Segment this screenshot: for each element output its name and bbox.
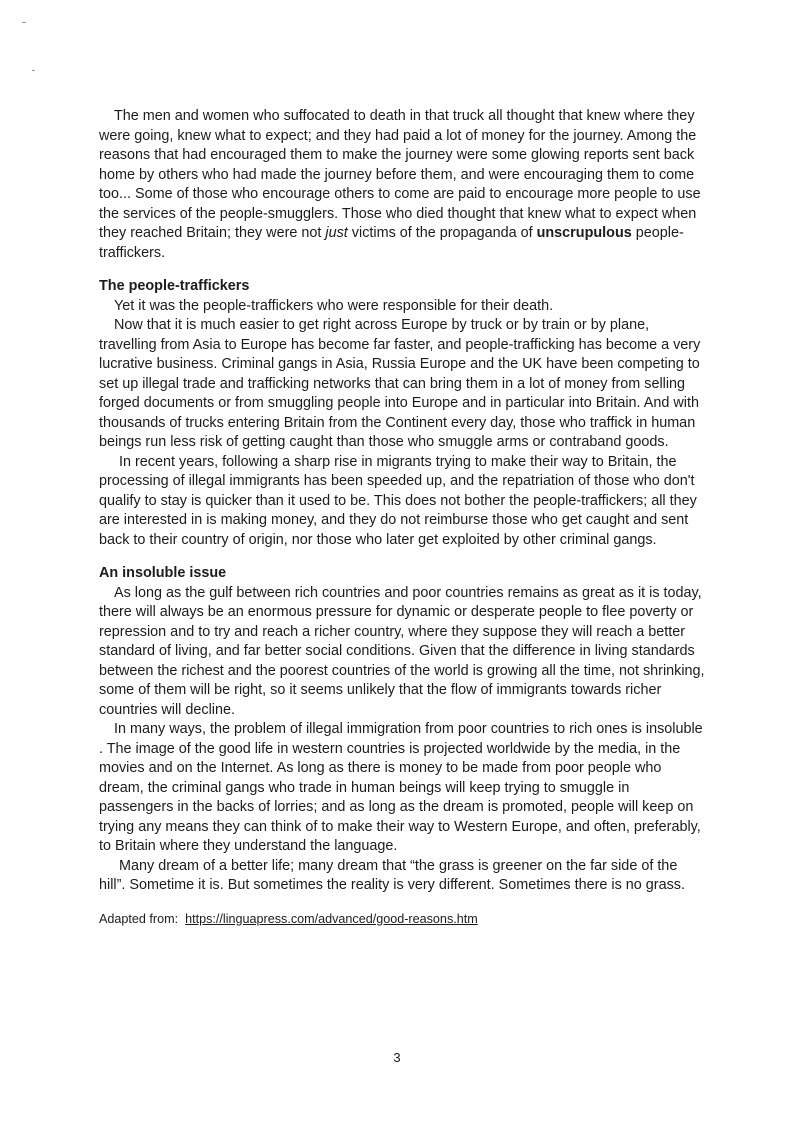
intro-text: victims of the propaganda of xyxy=(347,225,537,241)
paragraph: As long as the gulf between rich countries and poor countries remains as great as it is today, there will always be an enormous pressure for dynamic or desperate people to flee poverty or repression and to try and reach a richer country, where they suppose they will reach a better standard of living, and far better social conditions. Given that the difference in living standards between the richest and the poorest countries of the world is growing all the time, not shrinking, some of them will be right, so it seems unlikely that the flow of immigrants towards richer countries will decline. xyxy=(99,584,705,718)
bold-text: unscrupulous xyxy=(536,225,632,241)
section-heading: The people-traffickers xyxy=(99,278,250,294)
source-attribution xyxy=(99,910,705,928)
intro-paragraph xyxy=(99,107,705,263)
paragraph: In many ways, the problem of illegal immigration from poor countries to rich ones is insoluble . The image of the good life in western countries is projected worldwide by the media, in the movies and on the Internet. As long as there is money to be made from poor people who dream, the criminal gangs who trade in human beings will keep trying to smuggle in passengers in the backs of lorries; and as long as the dream is promoted, people will keep on trying any means they can think of to make their way to Western Europe, and often, preferably, to Britain where they understand the language. xyxy=(99,721,703,854)
page-number: 3 xyxy=(393,1050,401,1065)
source-label: Adapted from: xyxy=(99,911,179,926)
scan-mark xyxy=(32,70,35,71)
paragraph: Yet it was the people-traffickers who were responsible for their death. xyxy=(114,297,554,314)
article-body xyxy=(99,107,705,928)
paragraph: Now that it is much easier to get right across Europe by truck or by train or by plane, travelling from Asia to Europe has become far faster, and people-trafficking has become a very lucrative business. Criminal gangs in Asia, Russia Europe and the UK have been competing to set up illegal trade and trafficking networks that can bring them in a lot of money from selling forged documents or from smuggling people into Europe and in particular into Britain. And with thousands of trucks entering Britain from the Continent every day, those who traffick in human beings run less risk of getting caught than those who smuggle arms or contraband goods. xyxy=(99,317,701,450)
intro-text: The men and women who suffocated to death in that truck all thought that knew where they were going, knew what to expect; and they had paid a lot of money for the journey. Among the reasons that had encouraged them to make the journey were some glowing reports sent back home by others who had made the journey before them, and were encouraging them to come too... Some of those who encourage others to come are paid to encourage more people to use the services of the people-smugglers. Those who died thought that knew what to expect when they reached Britain; they were not xyxy=(99,108,701,241)
emphasis-text: just xyxy=(325,225,348,241)
scan-mark xyxy=(22,22,26,23)
intro-text: people-traffickers. xyxy=(99,225,684,261)
paragraph: Many dream of a better life; many dream that “the grass is greener on the far side of the hill”. Sometime it is. But sometimes the reality is very different. Sometimes there is no grass. xyxy=(99,857,685,893)
paragraph: In recent years, following a sharp rise in migrants trying to make their way to Britain, the processing of illegal immigrants has been speeded up, and the repatriation of those who don't qualify to stay is quicker than it used to be. This does not bother the people-traffickers; all they are interested in is making money, and they do not reimburse those who get caught and sent back to their country of origin, nor those who later get exploited by other criminal gangs. xyxy=(99,453,697,548)
section-heading: An insoluble issue xyxy=(99,565,227,581)
source-link[interactable]: https://linguapress.com/advanced/good-reasons.htm xyxy=(185,911,478,926)
